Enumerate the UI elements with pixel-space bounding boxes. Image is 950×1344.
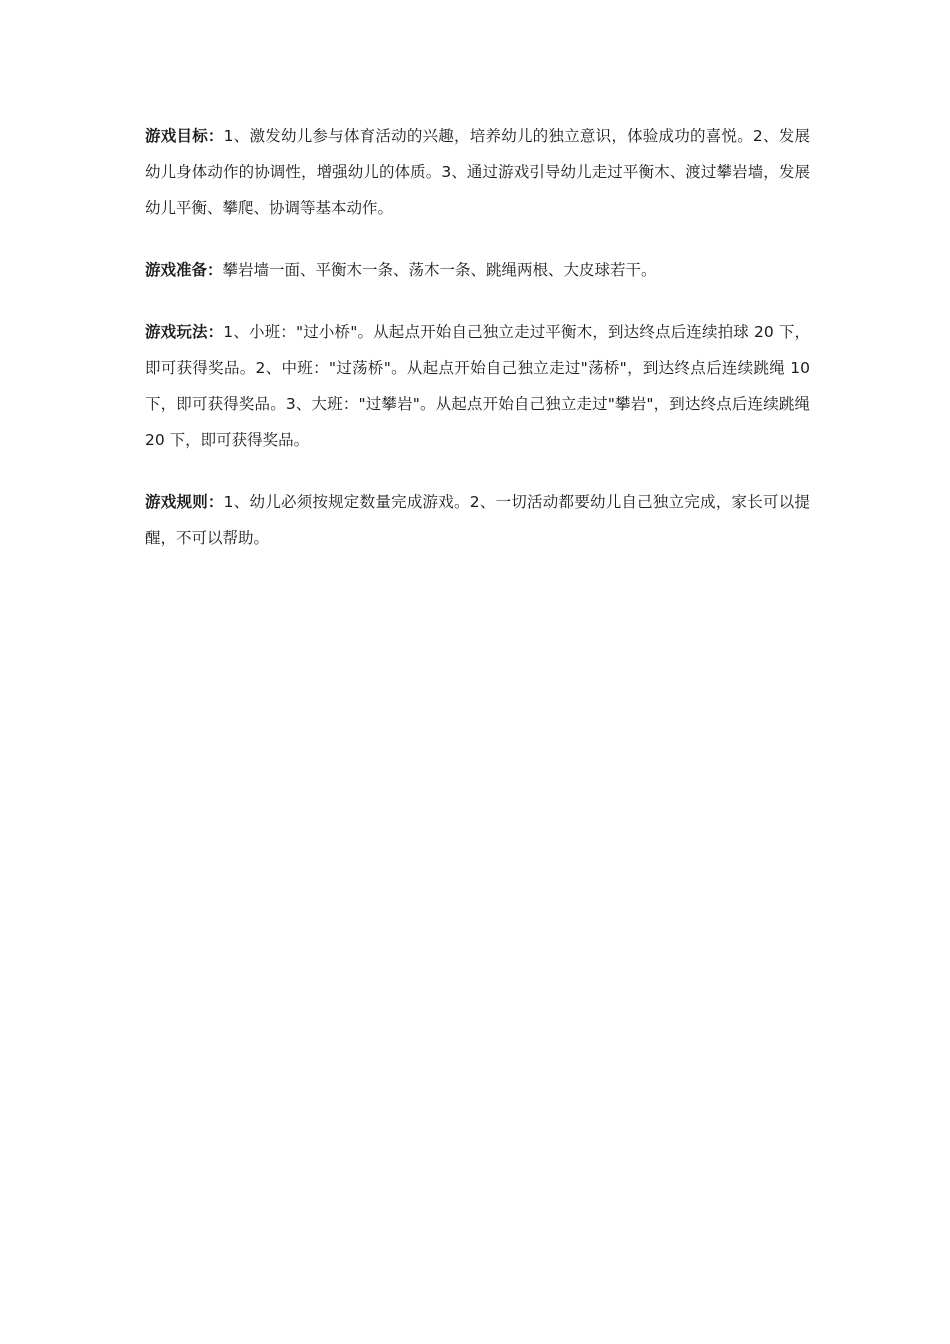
section-goals-text: 1、激发幼儿参与体育活动的兴趣，培养幼儿的独立意识，体验成功的喜悦。2、发展幼儿身体动作的协调性，增强幼儿的体质。3、通过游戏引导幼儿走过平衡木、渡过攀岩墙，发展幼儿平衡、攀爬、协调等基本动作。 [145, 127, 810, 217]
section-goals [145, 118, 810, 226]
section-goals-label: 游戏目标： [145, 127, 224, 145]
section-preparation-label: 游戏准备： [145, 261, 223, 279]
section-preparation-text: 攀岩墙一面、平衡木一条、荡木一条、跳绳两根、大皮球若干。 [222, 261, 657, 279]
section-gameplay-label: 游戏玩法： [145, 323, 224, 341]
section-preparation [145, 252, 810, 288]
document-body [145, 118, 810, 582]
section-rules-text: 1、幼儿必须按规定数量完成游戏。2、一切活动都要幼儿自己独立完成，家长可以提醒，不可以帮助。 [145, 493, 810, 547]
section-gameplay [145, 314, 810, 458]
section-rules [145, 484, 810, 556]
section-gameplay-text: 1、小班："过小桥"。从起点开始自己独立走过平衡木，到达终点后连续拍球 20 下，即可获得奖品。2、中班："过荡桥"。从起点开始自己独立走过"荡桥"，到达终点后连续跳绳 10 下，即可获得奖品。3、大班："过攀岩"。从起点开始自己独立走过"攀岩"，到达终点后连续跳绳 20 下，即可获得奖品。 [145, 323, 810, 449]
section-rules-label: 游戏规则： [145, 493, 224, 511]
